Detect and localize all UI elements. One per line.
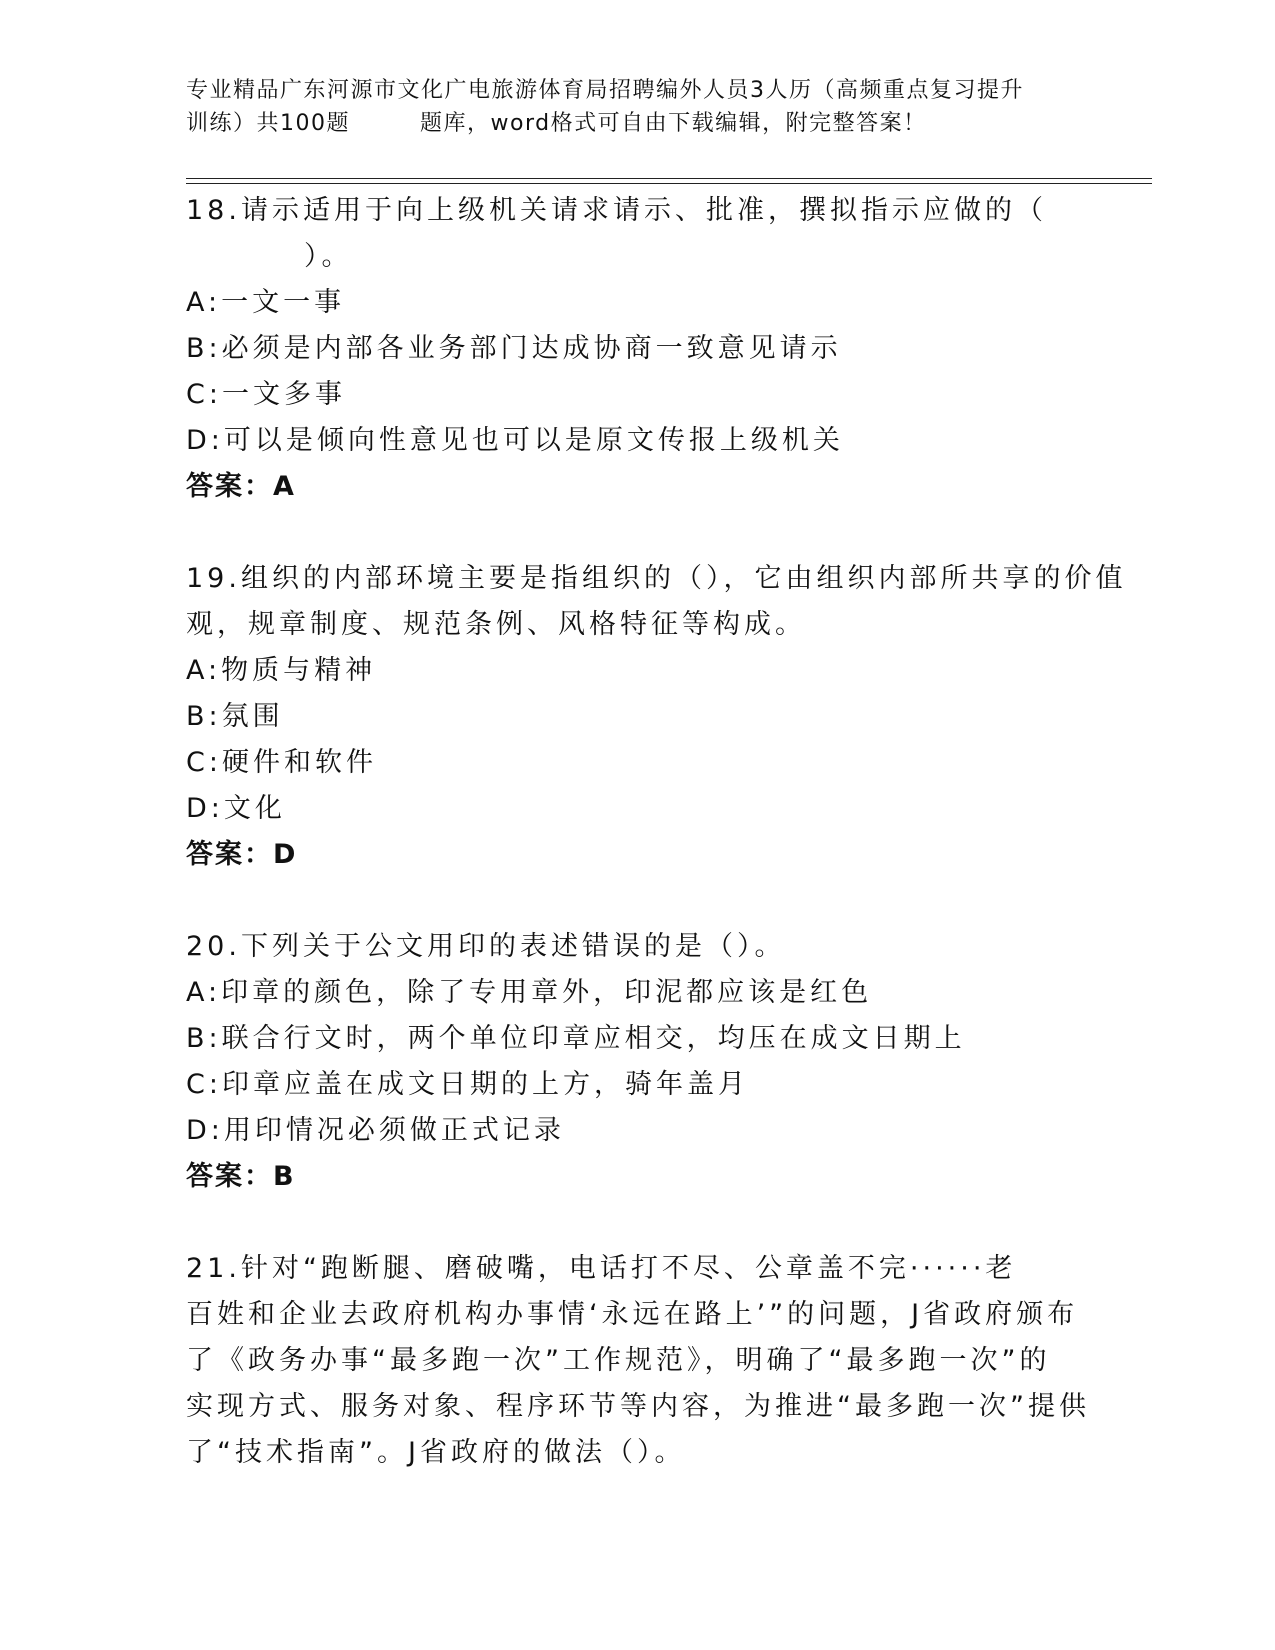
stem-line: 观，规章制度、规范条例、风格特征等构成。	[186, 609, 806, 640]
answer: 答案：B	[186, 1161, 296, 1192]
question-stem	[186, 1246, 1090, 1476]
option-b: B:联合行文时，两个单位印章应相交，均压在成文日期上	[186, 1023, 966, 1054]
header-divider-top	[186, 178, 1152, 179]
header-line-1: 专业精品广东河源市文化广电旅游体育局招聘编外人员3人历（高频重点复习提升	[186, 78, 1024, 103]
option-b: B:必须是内部各业务部门达成协商一致意见请示	[186, 333, 842, 364]
stem-line: 实现方式、服务对象、程序环节等内容，为推进“最多跑一次”提供	[186, 1391, 1090, 1422]
question-18	[186, 188, 1086, 510]
option-c: C:硬件和软件	[186, 747, 377, 778]
header-divider-bottom	[186, 183, 1152, 184]
question-stem	[186, 188, 1086, 280]
option-a: A:印章的颜色，除了专用章外，印泥都应该是红色	[186, 977, 873, 1008]
stem-line: 了“技术指南”。J省政府的做法（）。	[186, 1437, 686, 1468]
option-b: B:氛围	[186, 701, 284, 732]
header-line-2	[186, 107, 1086, 140]
option-d: D:文化	[186, 793, 286, 824]
question-20	[186, 924, 1086, 1200]
option-a: A:物质与精神	[186, 655, 377, 686]
header-line-2-part-b: 题库，word格式可自由下载编辑，附完整答案！	[420, 111, 927, 136]
stem-line: ）。	[304, 241, 353, 272]
document-header	[186, 74, 1086, 140]
stem-line: 21.针对“跑断腿、磨破嘴，电话打不尽、公章盖不完······老	[186, 1253, 1017, 1284]
option-a: A:一文一事	[186, 287, 346, 318]
stem-line: 百姓和企业去政府机构办事情‘永远在路上’”的问题，J省政府颁布	[186, 1299, 1079, 1330]
answer: 答案：A	[186, 471, 296, 502]
answer: 答案：D	[186, 839, 298, 870]
option-c: C:一文多事	[186, 379, 346, 410]
stem-line: 19.组织的内部环境主要是指组织的（），它由组织内部所共享的价值	[186, 563, 1127, 594]
question-19	[186, 556, 1127, 878]
stem-line: 20.下列关于公文用印的表述错误的是（）。	[186, 931, 786, 962]
header-line-2-part-a: 训练）共100题	[186, 111, 350, 136]
question-list	[186, 188, 1127, 1476]
question-21	[186, 1246, 1090, 1476]
question-stem	[186, 924, 1086, 970]
option-d: D:可以是倾向性意见也可以是原文传报上级机关	[186, 425, 844, 456]
option-d: D:用印情况必须做正式记录	[186, 1115, 565, 1146]
question-stem	[186, 556, 1127, 648]
option-c: C:印章应盖在成文日期的上方，骑年盖月	[186, 1069, 749, 1100]
stem-line: 了《政务办事“最多跑一次”工作规范》，明确了“最多跑一次”的	[186, 1345, 1051, 1376]
stem-line: 18.请示适用于向上级机关请求请示、批准，撰拟指示应做的（	[186, 195, 1047, 226]
